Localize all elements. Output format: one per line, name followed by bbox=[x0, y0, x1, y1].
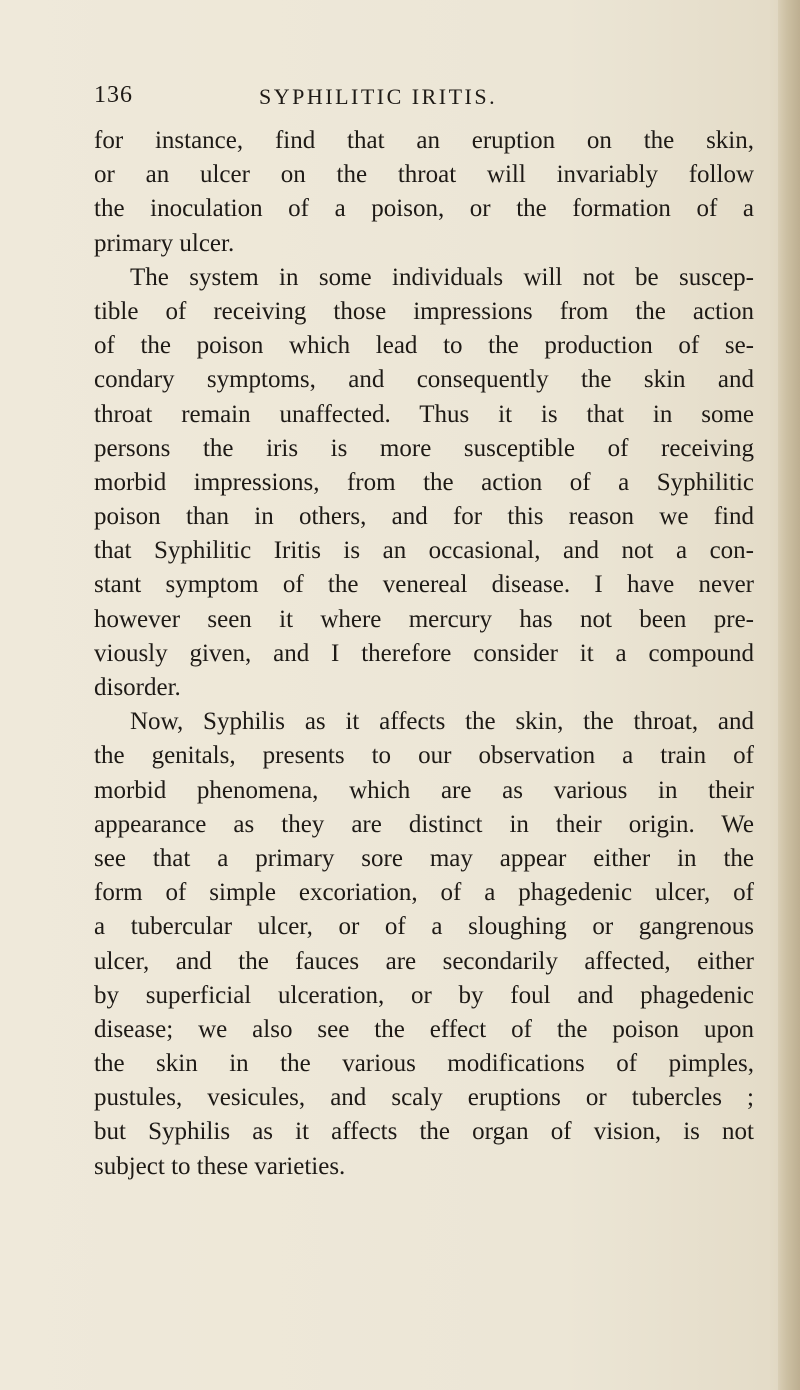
text-line: appearance as they are distinct in their origin. We bbox=[94, 810, 754, 838]
text-line: or an ulcer on the throat will invariably follow bbox=[94, 161, 754, 189]
text-line: primary ulcer. bbox=[94, 229, 235, 257]
text-line: tible of receiving those impressions from the action bbox=[94, 297, 754, 325]
text-line: morbid phenomena, which are as various in their bbox=[94, 776, 754, 804]
text-line: morbid impressions, from the action of a Syphilitic bbox=[94, 468, 754, 496]
text-line: for instance, find that an eruption on the skin, bbox=[94, 127, 754, 154]
text-line: stant symptom of the venereal disease. I have never bbox=[94, 571, 754, 599]
text-line: see that a primary sore may appear either in the bbox=[94, 844, 754, 872]
text-line: Now, Syphilis as it affects the skin, the throat, and bbox=[130, 708, 754, 736]
text-line: pustules, vesicules, and scaly eruptions or tubercles ; bbox=[94, 1084, 754, 1112]
text-line: by superficial ulceration, or by foul and phagedenic bbox=[94, 981, 754, 1009]
text-line: viously given, and I therefore consider it a compound bbox=[94, 639, 754, 667]
page-edge-shadow bbox=[778, 0, 800, 1390]
text-line: a tubercular ulcer, or of a sloughing or gangrenous bbox=[94, 913, 754, 941]
paragraph-2 bbox=[94, 261, 754, 705]
text-line: of the poison which lead to the production of se- bbox=[94, 332, 754, 360]
paragraph-3 bbox=[94, 705, 754, 1184]
page-header bbox=[0, 82, 800, 122]
text-line: that Syphilitic Iritis is an occasional, and not a con- bbox=[94, 537, 754, 565]
running-head: SYPHILITIC IRITIS. bbox=[259, 84, 498, 109]
text-line: but Syphilis as it affects the organ of vision, is not bbox=[94, 1118, 754, 1146]
text-line: however seen it where mercury has not been pre- bbox=[94, 605, 754, 633]
text-line: persons the iris is more susceptible of receiving bbox=[94, 434, 754, 462]
body-text bbox=[94, 124, 754, 1184]
text-line: the genitals, presents to our observation a train of bbox=[94, 742, 754, 770]
text-line: poison than in others, and for this reason we find bbox=[94, 503, 754, 531]
text-line: throat remain unaffected. Thus it is that in some bbox=[94, 400, 754, 428]
text-line: subject to these varieties. bbox=[94, 1152, 346, 1180]
text-line: The system in some individuals will not be suscep- bbox=[130, 263, 754, 291]
text-line: disease; we also see the effect of the poison upon bbox=[94, 1015, 754, 1043]
text-line: the skin in the various modifications of pimples, bbox=[94, 1050, 754, 1078]
text-line: the inoculation of a poison, or the formation of a bbox=[94, 195, 754, 223]
text-line: form of simple excoriation, of a phagedenic ulcer, of bbox=[94, 879, 754, 907]
text-line: condary symptoms, and consequently the skin and bbox=[94, 366, 754, 394]
text-line: ulcer, and the fauces are secondarily affected, either bbox=[94, 947, 754, 975]
page-number: 136 bbox=[94, 82, 133, 108]
text-line: disorder. bbox=[94, 674, 181, 701]
paragraph-1 bbox=[94, 124, 754, 261]
